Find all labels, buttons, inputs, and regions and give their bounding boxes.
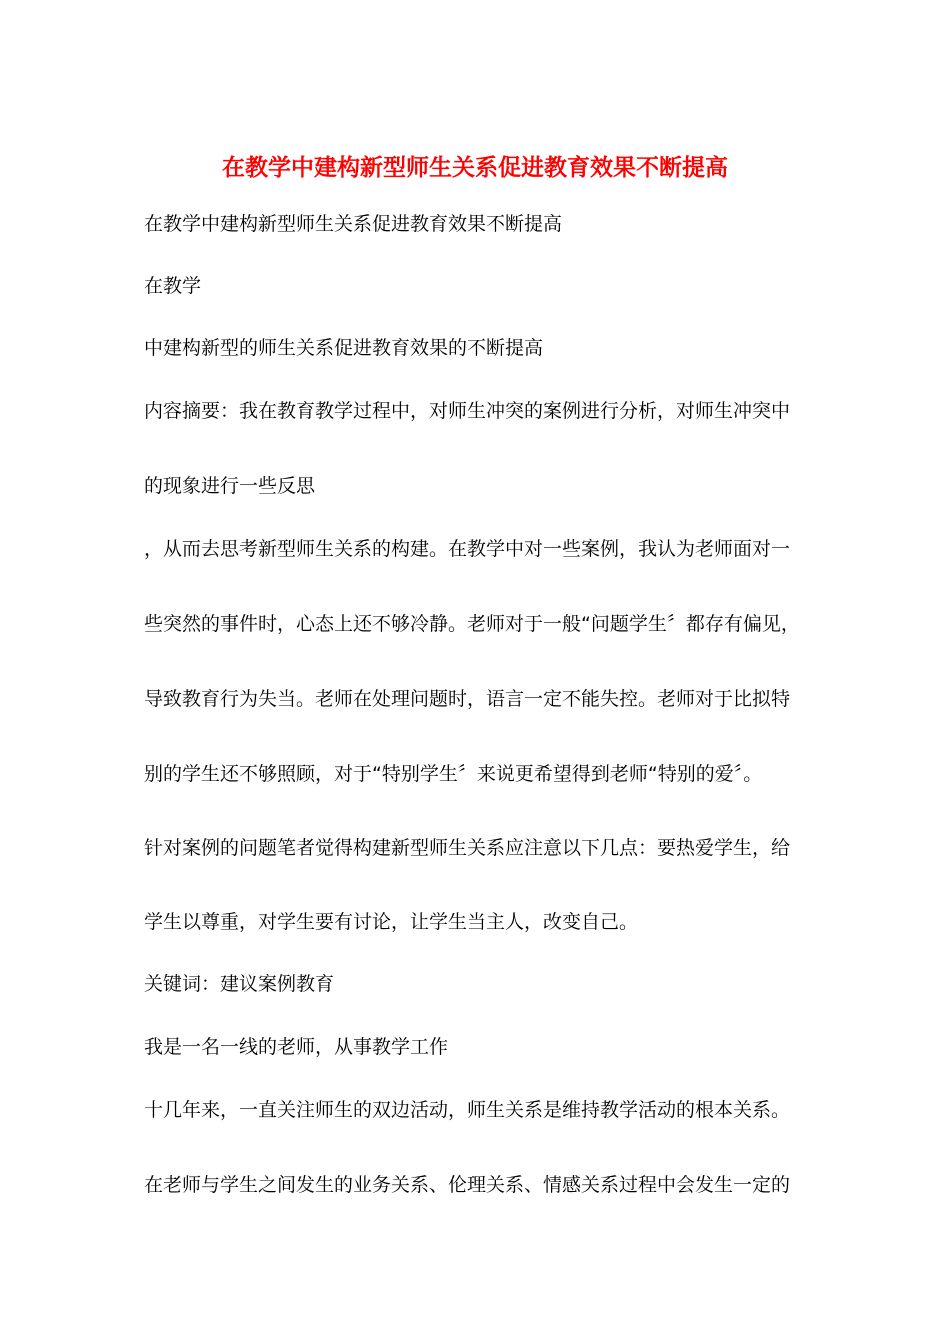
document-title: 在教学中建构新型师生关系促进教育效果不断提高 [222,154,728,181]
body-line-subtitle: 在教学中建构新型师生关系促进教育效果不断提高 [144,213,563,235]
body-paragraph-line: 十几年来，一直关注师生的双边活动，师生关系是维持教学活动的根本关系。 [144,1099,791,1121]
body-line-heading-part1: 在教学 [144,275,202,297]
body-line-heading-part2: 中建构新型的师生关系促进教育效果的不断提高 [144,337,544,359]
abstract-line: 学生以尊重，对学生要有讨论，让学生当主人，改变自己。 [144,911,639,933]
body-paragraph-line: 我是一名一线的老师，从事教学工作 [144,1036,449,1058]
abstract-line: 别的学生还不够照顾，对于“特别学生〞来说更希望得到老师“特别的爱〞。 [144,763,763,785]
abstract-line: 内容摘要：我在教育教学过程中，对师生冲突的案例进行分析，对师生冲突中 [144,400,791,422]
abstract-line: 针对案例的问题笔者觉得构建新型师生关系应注意以下几点：要热爱学生，给 [144,837,791,859]
keywords-line: 关键词：建议案例教育 [144,973,335,995]
abstract-line: 些突然的事件时，心态上还不够冷静。老师对于一般“问题学生〞都存有偏见， [144,613,800,635]
abstract-line: 导致教育行为失当。老师在处理问题时，语言一定不能失控。老师对于比拟特 [144,688,791,710]
abstract-line: 的现象进行一些反思 [144,475,316,497]
abstract-line: ，从而去思考新型师生关系的构建。在教学中对一些案例，我认为老师面对一 [144,538,791,560]
body-paragraph-line: 在老师与学生之间发生的业务关系、伦理关系、情感关系过程中会发生一定的 [144,1174,791,1196]
